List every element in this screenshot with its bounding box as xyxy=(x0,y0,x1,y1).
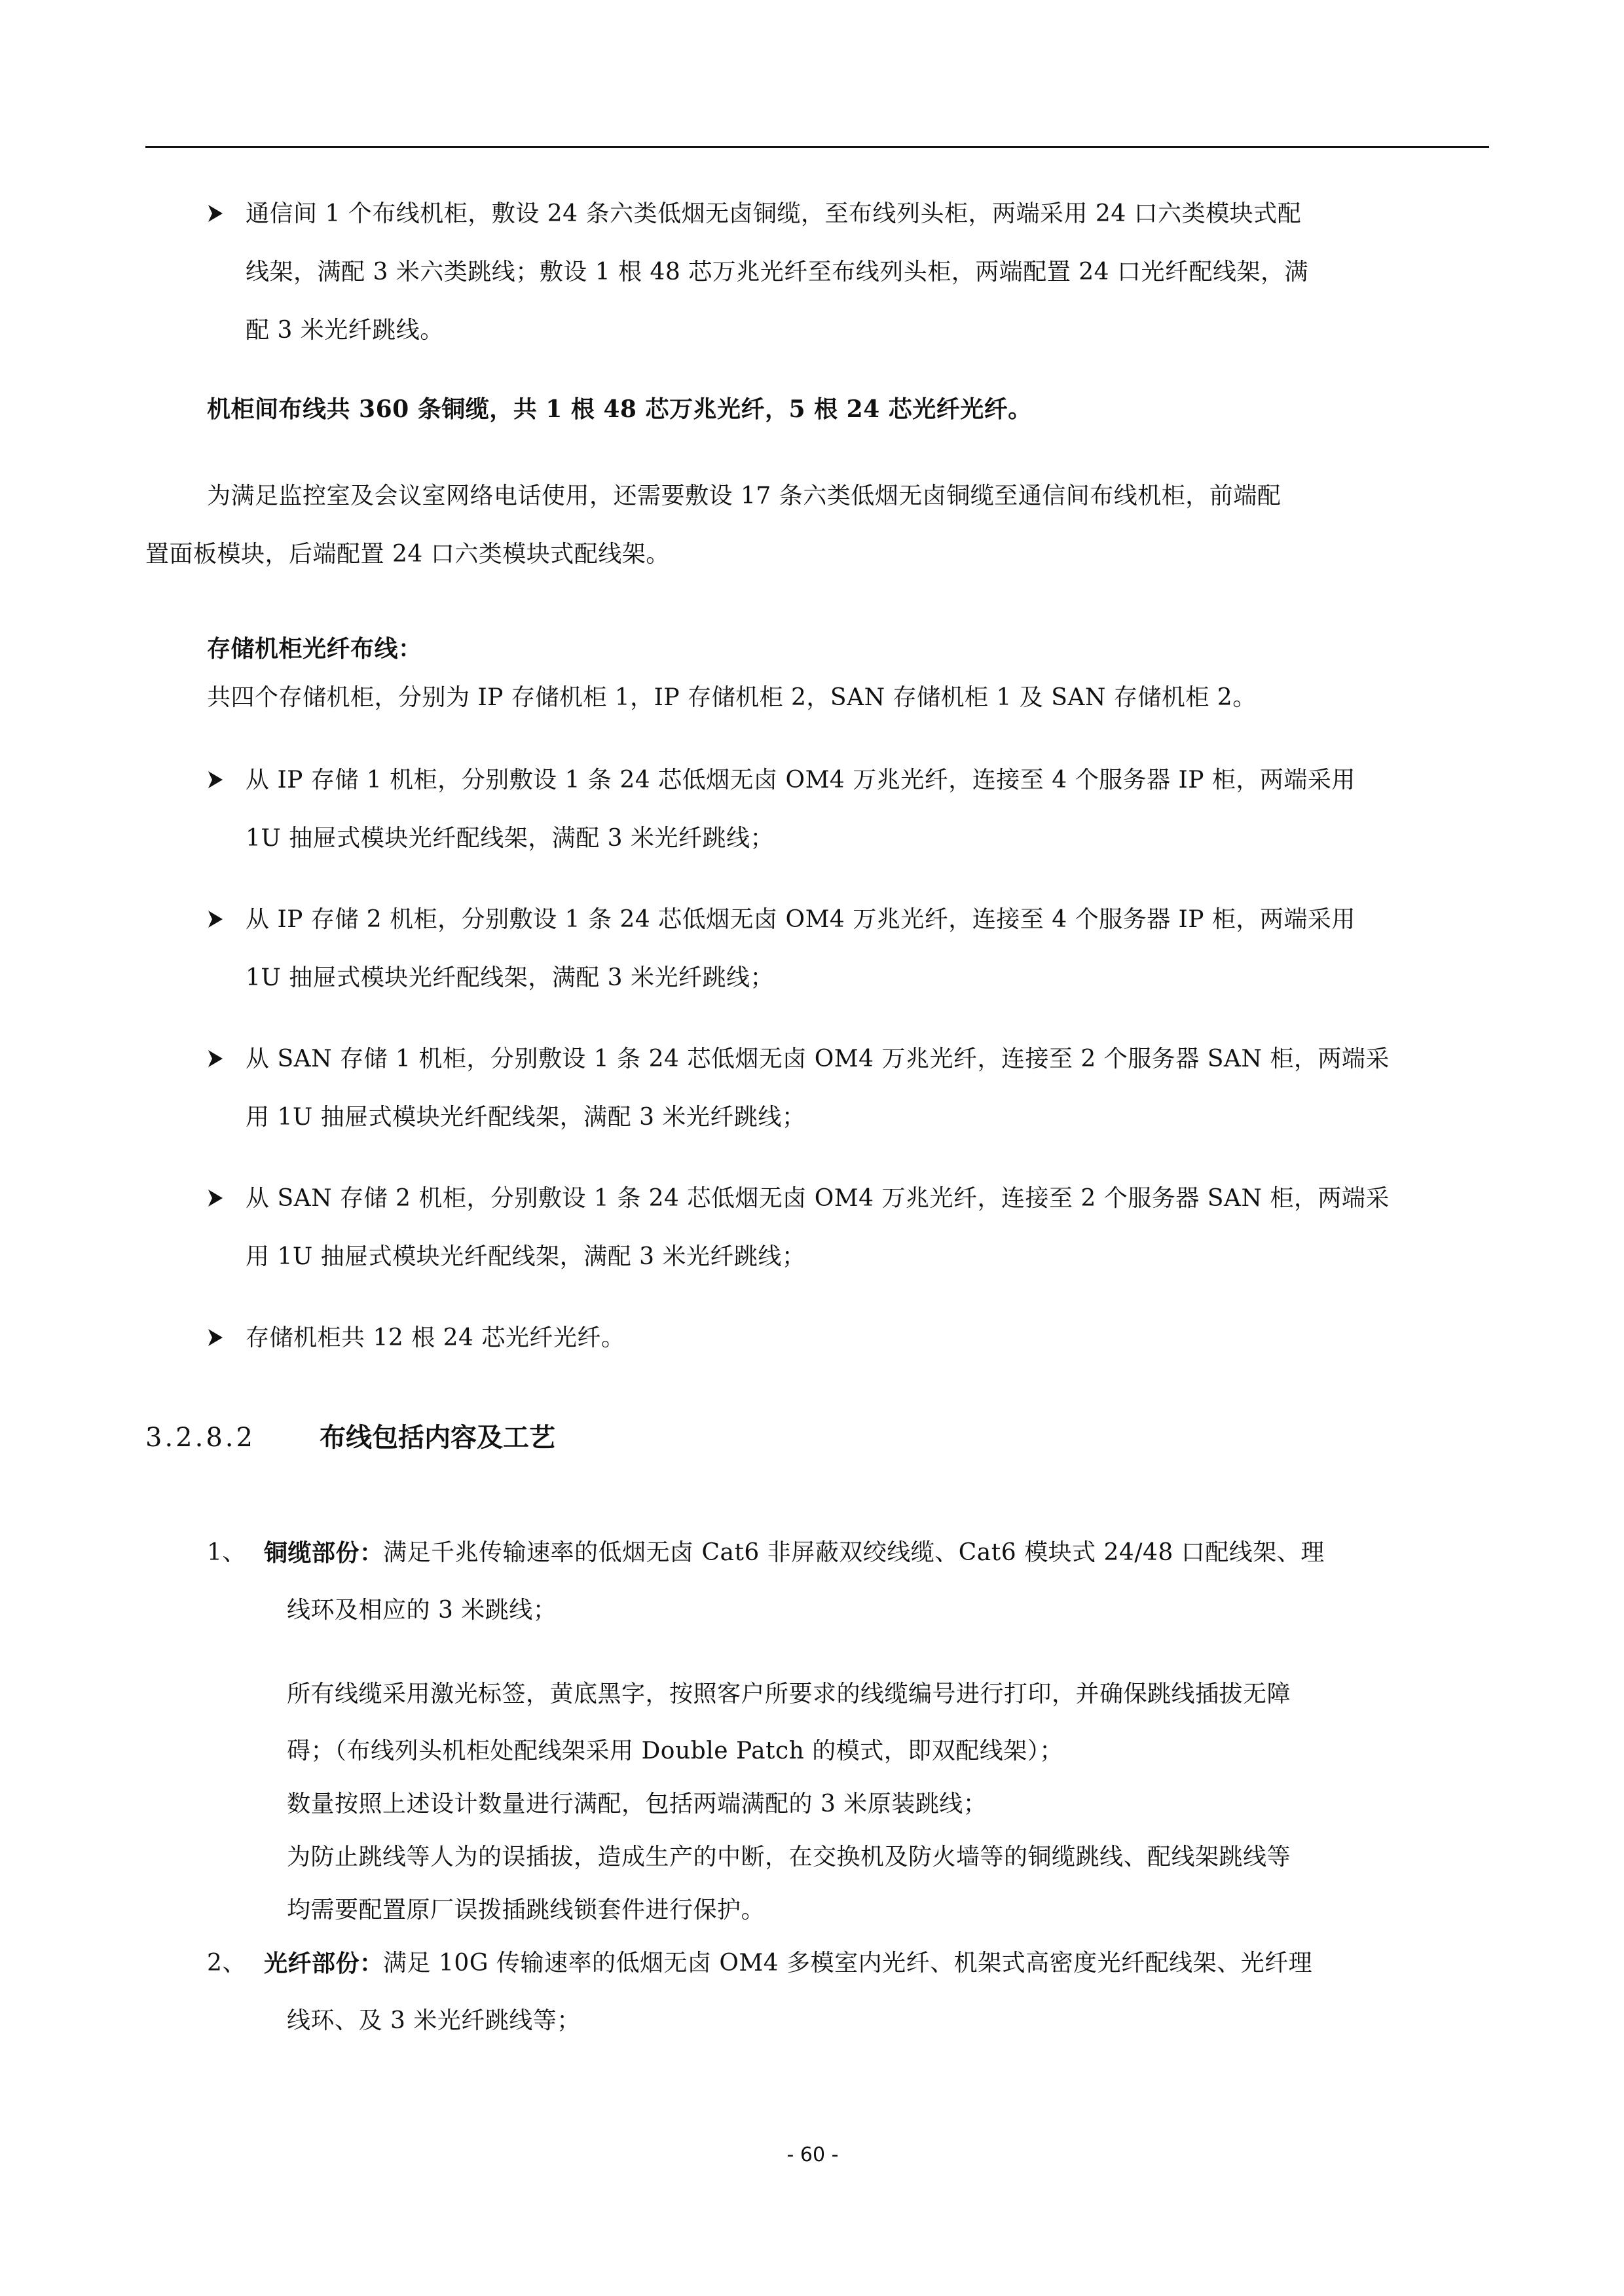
storage-bullet-3-line1: 从 SAN 存储 1 机柜，分别敷设 1 条 24 芯低烟无卤 OM4 万兆光纤，连接至 2 个服务器 SAN 柜，两端采 xyxy=(246,1046,1390,1072)
list-item-2-number: 2、 xyxy=(207,1950,246,1977)
list-item-2-label: 光纤部份： xyxy=(264,1950,384,1977)
section-title: 布线包括内容及工艺 xyxy=(320,1422,555,1453)
storage-bullet-2-line2: 1U 抽屉式模块光纤配线架，满配 3 米光纤跳线； xyxy=(246,964,774,991)
arrow-bullet-icon xyxy=(207,1049,224,1068)
storage-bullet-1-line2: 1U 抽屉式模块光纤配线架，满配 3 米光纤跳线； xyxy=(246,825,774,852)
list-item-1-para3-line2: 均需要配置原厂误拨插跳线锁套件进行保护。 xyxy=(287,1897,766,1923)
list-item-2-line1: 满足 10G 传输速率的低烟无卤 OM4 多模室内光纤、机架式高密度光纤配线架、光纤理 xyxy=(383,1950,1313,1977)
list-item-1-number: 1、 xyxy=(207,1539,246,1566)
list-item-1-label: 铜缆部份： xyxy=(264,1539,384,1567)
para-monitor-line2: 置面板模块，后端配置 24 口六类模块式配线架。 xyxy=(145,541,670,568)
list-item-1-para3-line1: 为防止跳线等人为的误插拔，造成生产的中断，在交换机及防火墙等的铜缆跳线、配线架跳线等 xyxy=(287,1844,1291,1870)
storage-title: 存储机柜光纤布线： xyxy=(207,635,422,663)
storage-bullet-1-line1: 从 IP 存储 1 机柜，分别敷设 1 条 24 芯低烟无卤 OM4 万兆光纤，连接至 4 个服务器 IP 柜，两端采用 xyxy=(246,767,1356,793)
list-item-1-para2: 数量按照上述设计数量进行满配，包括两端满配的 3 米原装跳线； xyxy=(287,1791,987,1817)
arrow-bullet-icon xyxy=(207,909,224,929)
list-item-1-para1-line1: 所有线缆采用激光标签，黄底黑字，按照客户所要求的线缆编号进行打印，并确保跳线插拔无障 xyxy=(287,1681,1291,1707)
page-number: - 60 - xyxy=(786,2143,839,2166)
storage-intro: 共四个存储机柜，分别为 IP 存储机柜 1，IP 存储机柜 2，SAN 存储机柜 1 及 SAN 存储机柜 2。 xyxy=(207,684,1257,711)
bullet-comm-line1: 通信间 1 个布线机柜，敷设 24 条六类低烟无卤铜缆，至布线列头柜，两端采用 24 口六类模块式配 xyxy=(246,200,1302,227)
arrow-bullet-icon xyxy=(207,1328,224,1347)
list-item-1-line1: 满足千兆传输速率的低烟无卤 Cat6 非屏蔽双绞线缆、Cat6 模块式 24/48 口配线架、理 xyxy=(383,1539,1325,1566)
storage-bullet-3-line2: 用 1U 抽屉式模块光纤配线架，满配 3 米光纤跳线； xyxy=(246,1104,806,1131)
section-number: 3.2.8.2 xyxy=(145,1423,255,1453)
bullet-comm-line3: 配 3 米光纤跳线。 xyxy=(246,317,444,344)
bullet-comm-line2: 线架，满配 3 米六类跳线；敷设 1 根 48 芯万兆光纤至布线列头柜，两端配置 24 口光纤配线架，满 xyxy=(246,259,1308,285)
storage-bullet-5: 存储机柜共 12 根 24 芯光纤光纤。 xyxy=(246,1324,625,1351)
arrow-bullet-icon xyxy=(207,770,224,790)
list-item-1-line2: 线环及相应的 3 米跳线； xyxy=(287,1597,557,1624)
list-item-2-line2: 线环、及 3 米光纤跳线等； xyxy=(287,2007,581,2034)
list-item-1-para1-line2: 碍；（布线列头机柜处配线架采用 Double Patch 的模式，即双配线架）； xyxy=(287,1738,1063,1764)
storage-bullet-2-line1: 从 IP 存储 2 机柜，分别敷设 1 条 24 芯低烟无卤 OM4 万兆光纤，连接至 4 个服务器 IP 柜，两端采用 xyxy=(246,906,1356,933)
arrow-bullet-icon xyxy=(207,1188,224,1208)
header-rule xyxy=(145,146,1489,148)
para-monitor-line1: 为满足监控室及会议室网络电话使用，还需要敷设 17 条六类低烟无卤铜缆至通信间布线机柜，前端配 xyxy=(207,483,1282,509)
cabinet-summary: 机柜间布线共 360 条铜缆，共 1 根 48 芯万兆光纤，5 根 24 芯光纤光纤。 xyxy=(207,395,1032,423)
storage-bullet-4-line2: 用 1U 抽屉式模块光纤配线架，满配 3 米光纤跳线； xyxy=(246,1243,806,1270)
storage-bullet-4-line1: 从 SAN 存储 2 机柜，分别敷设 1 条 24 芯低烟无卤 OM4 万兆光纤，连接至 2 个服务器 SAN 柜，两端采 xyxy=(246,1185,1390,1212)
arrow-bullet-icon xyxy=(207,204,224,223)
